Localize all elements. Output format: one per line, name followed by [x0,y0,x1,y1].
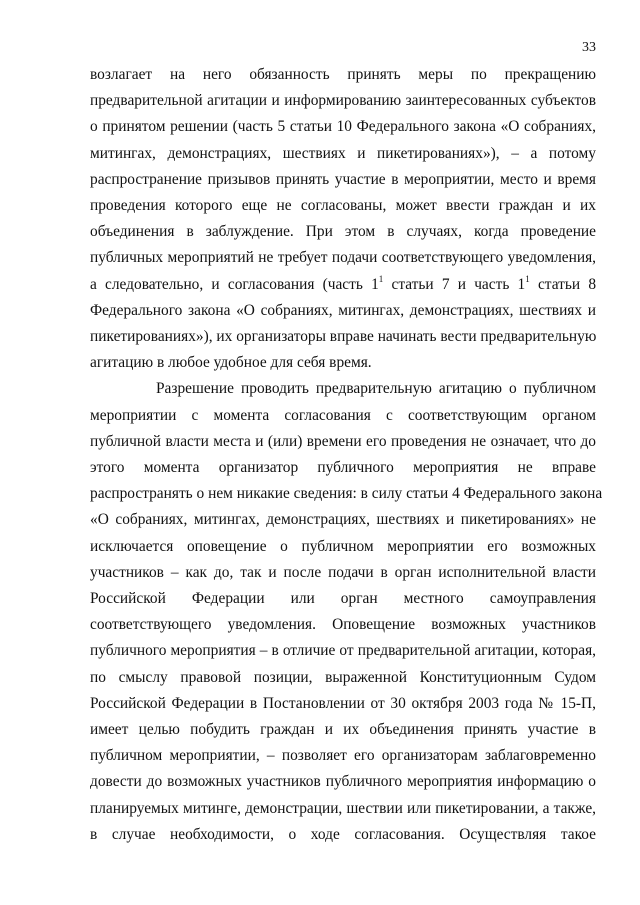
superscript: 1 [525,273,530,284]
paragraph-2 [90,376,603,848]
text-line: исключается оповещение о публичном мероприятии его возможных [90,537,596,555]
page-number: 33 [582,40,596,55]
text-line: публичной власти места и (или) времени его проведения не означает, что до [90,432,596,450]
superscript: 1 [378,273,384,284]
text-line-with-superscripts [90,272,596,298]
text-line: публичном мероприятии, – позволяет его организаторам заблаговременно [90,747,596,765]
text-line: предварительной агитации и информированию заинтересованных субъектов [90,92,596,110]
text-line: имеет целью побудить граждан и их объединения принять участие в [90,721,596,739]
text-line: о принятом решении (часть 5 статьи 10 Федерального закона «О собраниях, [90,118,596,136]
text-fragment: статьи 8 [529,275,597,293]
text-line: агитацию в любое удобное для себя время. [90,354,372,372]
text-line: Российской Федерации в Постановлении от 30 октября 2003 года № 15-П, [90,694,596,712]
text-line: по смыслу правовой позиции, выраженной Конституционным Судом [90,668,596,686]
text-line: возлагает на него обязанность принять меры по прекращению [90,66,596,83]
text-line: в случае необходимости, о ходе согласования. Осуществляя такое [90,825,596,843]
text-line: «О собраниях, митингах, демонстрациях, шествиях и пикетированиях» не [90,511,596,529]
text-line: пикетированиях»), их организаторы вправе начинать вести предварительную [90,328,597,346]
text-line: мероприятии с момента согласования с соответствующим органом [90,406,596,424]
text-line: планируемых митинге, демонстрации, шествии или пикетировании, а также, [90,799,596,817]
document-body [90,62,603,848]
text-line: Российской Федерации или орган местного самоуправления [90,590,596,608]
text-line: проведения которого еще не согласованы, может ввести граждан и их [90,197,596,215]
paragraph-1 [90,62,596,376]
text-fragment: а следовательно, и согласования (часть 1 [90,275,379,293]
text-line: Федерального закона «О собраниях, митингах, демонстрациях, шествиях и [90,301,596,319]
text-line: публичного мероприятия – в отличие от предварительной агитации, которая, [90,642,596,660]
text-line: довести до возможных участников публичного мероприятия информацию о [90,773,596,791]
text-line: объединения в заблуждение. При этом в случаях, когда проведение [90,223,596,241]
text-line: распространение призывов принять участие в мероприятии, место и время [90,170,596,188]
text-line: публичных мероприятий не требует подачи соответствующего уведомления, [90,249,596,267]
text-line: Разрешение проводить предварительную агитацию о публичном [156,380,596,398]
text-line: соответствующего уведомления. Оповещение возможных участников [90,616,596,634]
text-line: участников – как до, так и после подачи в орган исполнительной власти [90,563,596,581]
text-line: митингах, демонстрациях, шествиях и пикетированиях»), – а потому [90,144,596,162]
text-line: этого момента организатор публичного мероприятия не вправе [90,459,596,477]
text-fragment: статьи 7 и часть 1 [383,275,526,293]
text-line: распространять о нем никакие сведения: в силу статьи 4 Федерального закона [90,485,603,503]
